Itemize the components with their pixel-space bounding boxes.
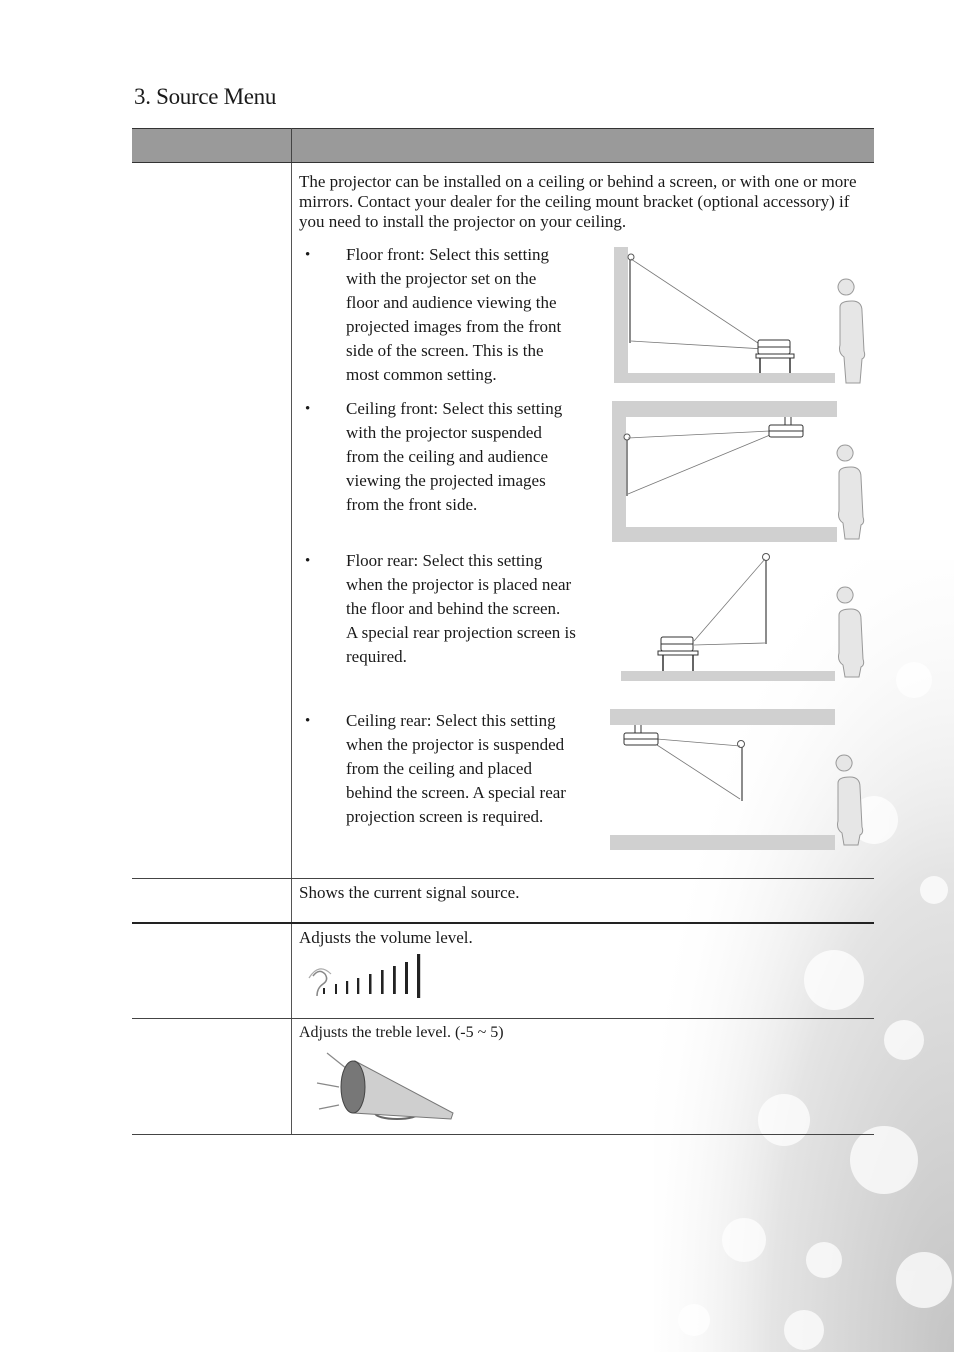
bullet: • — [305, 553, 311, 569]
mode-ceiling-front — [299, 397, 874, 549]
text-line: floor and audience viewing the — [346, 293, 557, 312]
text-line: side of the screen. This is the — [346, 341, 544, 360]
mode-description — [346, 397, 606, 517]
text-line: from the ceiling and placed — [346, 759, 532, 778]
mode-description — [346, 709, 606, 829]
treble-horn-icon — [305, 1047, 465, 1123]
text-line: when the projector is suspended — [346, 735, 565, 754]
mode-floor-rear — [299, 549, 874, 709]
ceiling-front-diagram — [612, 401, 867, 546]
text-line: with the projector suspended — [346, 423, 542, 442]
text-line: from the ceiling and audience — [346, 447, 549, 466]
text-line: Floor front: Select this setting — [346, 245, 550, 264]
position-intro-text: The projector can be installed on a ceiling or behind a screen, or with one or more mirrors. Contact your dealer for the ceiling mount bracket (optional accessory) if you need to install the projector on your ceiling. — [299, 172, 857, 231]
header-item-cell — [132, 129, 292, 163]
text-line: the floor and behind the screen. — [346, 599, 561, 618]
mode-description — [346, 243, 606, 387]
treble-description: Adjusts the treble level. (-5 ~ 5) — [299, 1024, 504, 1041]
text-line: from the front side. — [346, 495, 478, 514]
row-description-cell — [292, 879, 875, 923]
text-line: behind the screen. A special rear — [346, 783, 566, 802]
row-item-cell — [132, 1019, 292, 1135]
floor-rear-diagram — [619, 549, 869, 689]
table-row — [132, 1019, 874, 1135]
header-description-cell — [292, 129, 875, 163]
text-line: Ceiling rear: Select this setting — [346, 711, 556, 730]
text-line: projection screen is required. — [346, 807, 544, 826]
ceiling-rear-diagram — [610, 709, 870, 854]
volume-level-icon — [305, 952, 445, 1004]
text-line: required. — [346, 647, 407, 666]
volume-description: Adjusts the volume level. — [299, 927, 473, 947]
text-line: A special rear projection screen is — [346, 623, 576, 642]
row-item-cell — [132, 923, 292, 1019]
mode-description — [346, 549, 606, 669]
table-header-row — [132, 129, 874, 163]
row-item-cell — [132, 163, 292, 879]
bullet: • — [305, 713, 311, 729]
text-line: Ceiling front: Select this setting — [346, 399, 563, 418]
mode-ceiling-rear — [299, 709, 874, 869]
floor-front-diagram — [614, 247, 869, 387]
text-line: projected images from the front — [346, 317, 562, 336]
page-title: 3. Source Menu — [134, 84, 277, 109]
source-description: Shows the current signal source. — [299, 883, 520, 902]
row-description-cell — [292, 923, 875, 1019]
text-line: Floor rear: Select this setting — [346, 551, 543, 570]
table-row — [132, 163, 874, 879]
text-line: viewing the projected images — [346, 471, 546, 490]
table-row — [132, 879, 874, 923]
row-description-cell — [292, 163, 875, 879]
text-line: with the projector set on the — [346, 269, 537, 288]
table-row — [132, 923, 874, 1019]
bullet: • — [305, 401, 311, 417]
source-menu-table — [132, 128, 874, 1135]
bullet: • — [305, 247, 311, 263]
row-description-cell — [292, 1019, 875, 1135]
text-line: when the projector is placed near — [346, 575, 572, 594]
text-line: most common setting. — [346, 365, 497, 384]
mode-floor-front — [299, 243, 874, 395]
row-item-cell — [132, 879, 292, 923]
